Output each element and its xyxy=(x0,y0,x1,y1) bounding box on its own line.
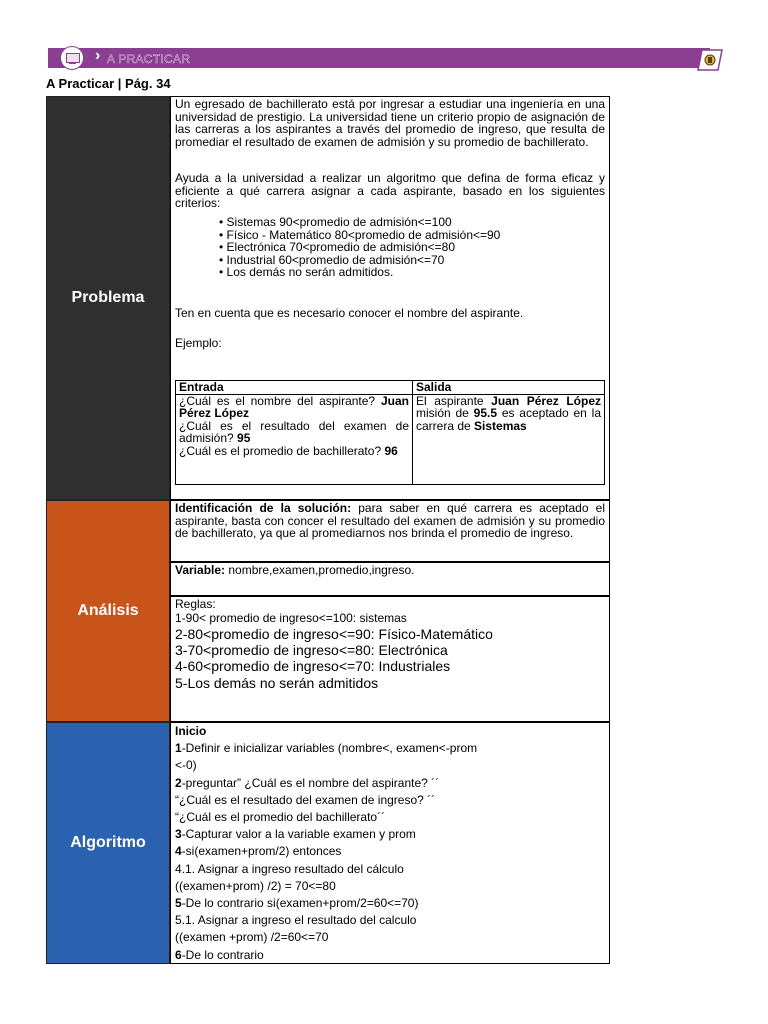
algorithm-line: ((examen +prom) /2=60<=70 xyxy=(175,930,329,945)
algorithm-line: <-0) xyxy=(175,758,197,773)
page-reference: A Practicar | Pág. 34 xyxy=(46,76,171,91)
algorithm-line: 5-De lo contrario si(examen+prom/2=60<=70) xyxy=(175,896,419,911)
problem-statement: Un egresado de bachillerato está por ingresar a estudiar una ingeniería en una universidad de prestigio. La universidad tiene un criterio propio de asignación de las carreras a los aspirantes a través del promedio de ingreso, que resulta de promediar el resultado de examen de admisión y su promedio de bachillerato. xyxy=(175,97,605,149)
table-header-salida: Salida xyxy=(413,381,605,395)
algorithm-line: 4-si(examen+prom/2) entonces xyxy=(175,844,342,859)
identificacion-text: Identificación de la solución: para saber en qué carrera es aceptado el aspirante, basta con concer el resultado del examen de admisión y su promedio de bachillerato, ya que al promediarnos nos brinda el promedio de ingreso. xyxy=(175,501,605,540)
section-label-problema: Problema xyxy=(46,96,170,500)
reglas-label: Reglas: xyxy=(175,597,216,611)
variable-cell xyxy=(170,562,610,596)
chevron-right-icon: › xyxy=(95,47,101,64)
algorithm-steps xyxy=(175,723,477,964)
example-label: Ejemplo: xyxy=(175,336,222,350)
section-label-analisis: Análisis xyxy=(46,500,170,722)
problem-note: Ten en cuenta que es necesario conocer el nombre del aspirante. xyxy=(175,306,524,320)
problema-cell xyxy=(170,96,610,500)
regla-3: 3-70<promedio de ingreso<=80: Electrónica xyxy=(175,642,448,658)
algorithm-line: 3-Capturar valor a la variable examen y prom xyxy=(175,827,416,842)
table-header-entrada: Entrada xyxy=(176,381,413,395)
reglas-cell xyxy=(170,596,610,722)
criteria-list xyxy=(219,216,500,279)
regla-5: 5-Los demás no serán admitidos xyxy=(175,675,379,691)
algorithm-line: 6-De lo contrario xyxy=(175,947,264,962)
shield-badge-icon xyxy=(696,48,724,72)
banner-title: A PRACTICAR xyxy=(107,52,191,66)
table-cell-entrada: ¿Cuál es el nombre del aspirante? Juan Pérez López ¿Cuál es el resultado del examen de admisión? 95 ¿Cuál es el promedio de bachillerato? 96 xyxy=(176,394,413,484)
variable-text: Variable: nombre,examen,promedio,ingreso. xyxy=(175,563,415,577)
example-table xyxy=(175,380,605,485)
criterion-item: • Sistemas 90<promedio de admisión<=100 xyxy=(219,216,500,229)
criterion-item: • Físico - Matemático 80<promedio de admisión<=90 xyxy=(219,229,500,242)
regla-4: 4-60<promedio de ingreso<=70: Industriales xyxy=(175,658,451,674)
identificacion-cell xyxy=(170,500,610,562)
algorithm-line: ((examen+prom) /2) = 70<=80 xyxy=(175,878,336,893)
algorithm-line: “¿Cuál es el promedio del bachillerato´´ xyxy=(175,810,386,825)
algoritmo-cell xyxy=(170,722,610,964)
algorithm-line: 2-preguntar” ¿Cuál es el nombre del aspirante? ´´ xyxy=(175,775,440,790)
criterion-item: • Los demás no serán admitidos. xyxy=(219,266,500,279)
algorithm-start: Inicio xyxy=(175,724,207,738)
monitor-icon xyxy=(60,46,84,70)
section-label-algoritmo: Algoritmo xyxy=(46,722,170,964)
regla-2: 2-80<promedio de ingreso<=90: Físico-Matemático xyxy=(175,626,493,642)
regla-1: 1-90< promedio de ingreso<=100: sistemas xyxy=(175,611,407,625)
algorithm-line: “¿Cuál es el resultado del examen de ingreso? ´´ xyxy=(175,792,436,807)
algorithm-line: 4.1. Asignar a ingreso resultado del cálculo xyxy=(175,861,404,876)
criterion-item: • Electrónica 70<promedio de admisión<=80 xyxy=(219,241,500,254)
algorithm-line: 1-Definir e inicializar variables (nombre<, examen<-prom xyxy=(175,741,478,756)
algorithm-line: 5.1. Asignar a ingreso el resultado del calculo xyxy=(175,913,417,928)
problem-task: Ayuda a la universidad a realizar un algoritmo que defina de forma eficaz y eficiente a qué carrera asignar a cada aspirante, basado en los siguientes criterios: xyxy=(175,171,605,210)
criterion-item: • Industrial 60<promedio de admisión<=70 xyxy=(219,254,500,267)
table-cell-salida: El aspirante Juan Pérez López misión de 95.5 es aceptado en la carrera de Sistemas xyxy=(413,394,605,484)
